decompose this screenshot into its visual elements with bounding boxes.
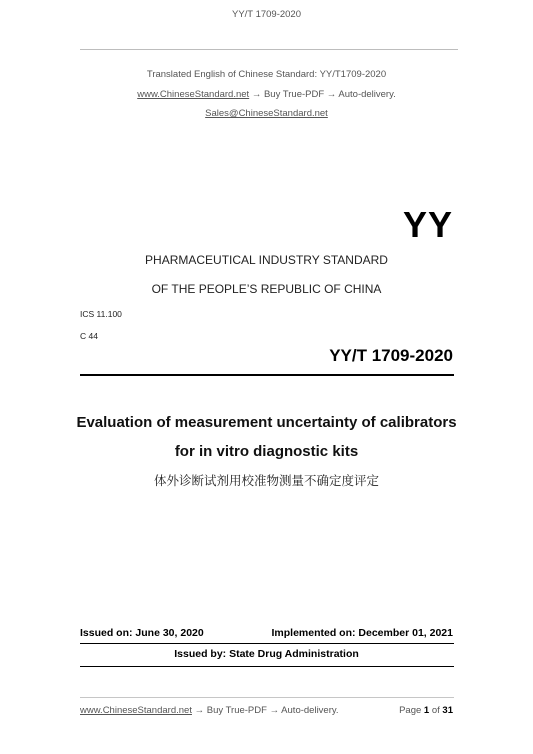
document-number: YY/T 1709-2020 xyxy=(329,346,453,365)
dates-divider xyxy=(80,643,454,644)
translation-notice: Translated English of Chinese Standard: YY/T1709-2020 xyxy=(146,69,387,80)
standard-type-line2: OF THE PEOPLE’S REPUBLIC OF CHINA xyxy=(151,282,382,296)
implemented-date: Implemented on: December 01, 2021 xyxy=(271,627,453,639)
buy-text: → Buy True-PDF → Auto-delivery. xyxy=(249,89,396,100)
page-total: 31 xyxy=(442,705,453,716)
title-divider xyxy=(80,374,454,376)
ccs-code: C 44 xyxy=(80,331,98,341)
purchase-line xyxy=(0,89,533,100)
running-header: YY/T 1709-2020 xyxy=(231,9,301,20)
footer-site-link[interactable]: www.ChineseStandard.net xyxy=(80,705,192,716)
title-chinese: 体外诊断试剂用校准物测量不确定度评定 xyxy=(153,473,379,488)
authority-divider xyxy=(80,666,454,667)
title-english-line1: Evaluation of measurement uncertainty of calibrators xyxy=(76,414,457,431)
site-link[interactable]: www.ChineseStandard.net xyxy=(137,89,250,100)
page-label: Page xyxy=(399,705,422,716)
standard-type-line1: PHARMACEUTICAL INDUSTRY STANDARD xyxy=(145,253,388,267)
footer-buy-text: → Buy True-PDF → Auto-delivery. xyxy=(191,705,339,716)
footer-divider xyxy=(80,697,454,698)
issuing-authority: Issued by: State Drug Administration xyxy=(174,648,359,660)
title-english-line2: for in vitro diagnostic kits xyxy=(174,443,359,460)
footer-purchase-line xyxy=(80,705,339,716)
page-of: of xyxy=(431,705,440,716)
header-divider xyxy=(80,49,458,50)
email-link[interactable]: Sales@ChineseStandard.net xyxy=(205,108,328,119)
issued-date: Issued on: June 30, 2020 xyxy=(80,627,204,639)
page-indicator xyxy=(399,705,453,716)
ics-code: ICS 11.100 xyxy=(80,309,122,319)
standard-mark: YY xyxy=(402,204,453,245)
page-current: 1 xyxy=(423,705,430,716)
email-line xyxy=(0,108,533,119)
